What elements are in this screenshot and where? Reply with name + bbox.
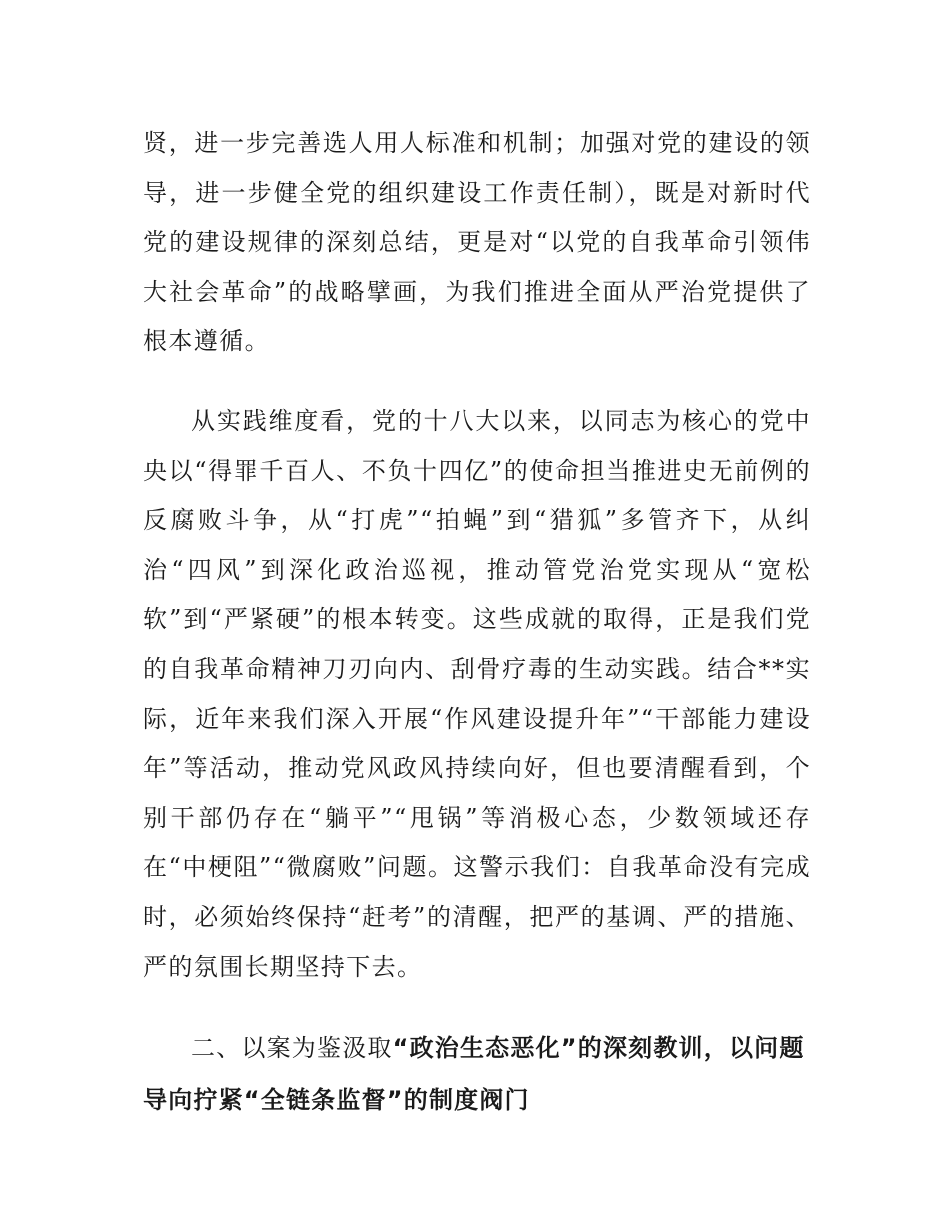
section-heading-line2: 导向拧紧“全链条监督”的制度阀门 <box>143 1086 530 1115</box>
section-heading-bold: “政治生态恶化”的深刻教训，以问题 <box>392 1034 805 1063</box>
document-body <box>143 119 811 1126</box>
paragraph-practice-dimension: 从实践维度看，党的十八大以来，以同志为核心的党中央以“得罪千百人、不负十四亿”的使命担当推进史无前例的反腐败斗争，从“打虎”“拍蝇”到“猎狐”多管齐下，从纠治“四风”到深化政治巡视，推动管党治党实现从“宽松软”到“严紧硬”的根本转变。这些成就的取得，正是我们党的自我革命精神刀刃向内、刮骨疗毒的生动实践。结合**实际，近年来我们深入开展“作风建设提升年”“干部能力建设年”等活动，推动党风政风持续向好，但也要清醒看到，个别干部仍存在“躺平”“甩锅”等消极心态，少数领域还存在“中梗阻”“微腐败”问题。这警示我们：自我革命没有完成时，必须始终保持“赶考”的清醒，把严的基调、严的措施、严的氛围长期坚持下去。 <box>143 406 811 981</box>
section-heading-two <box>143 1022 811 1126</box>
section-heading-lead: 二、以案为鉴汲取 <box>191 1034 393 1063</box>
paragraph-continuation: 贤，进一步完善选人用人标准和机制；加强对党的建设的领导，进一步健全党的组织建设工作责任制），既是对新时代党的建设规律的深刻总结，更是对“以党的自我革命引领伟大社会革命”的战略擘画，为我们推进全面从严治党提供了根本遵循。 <box>143 129 811 356</box>
